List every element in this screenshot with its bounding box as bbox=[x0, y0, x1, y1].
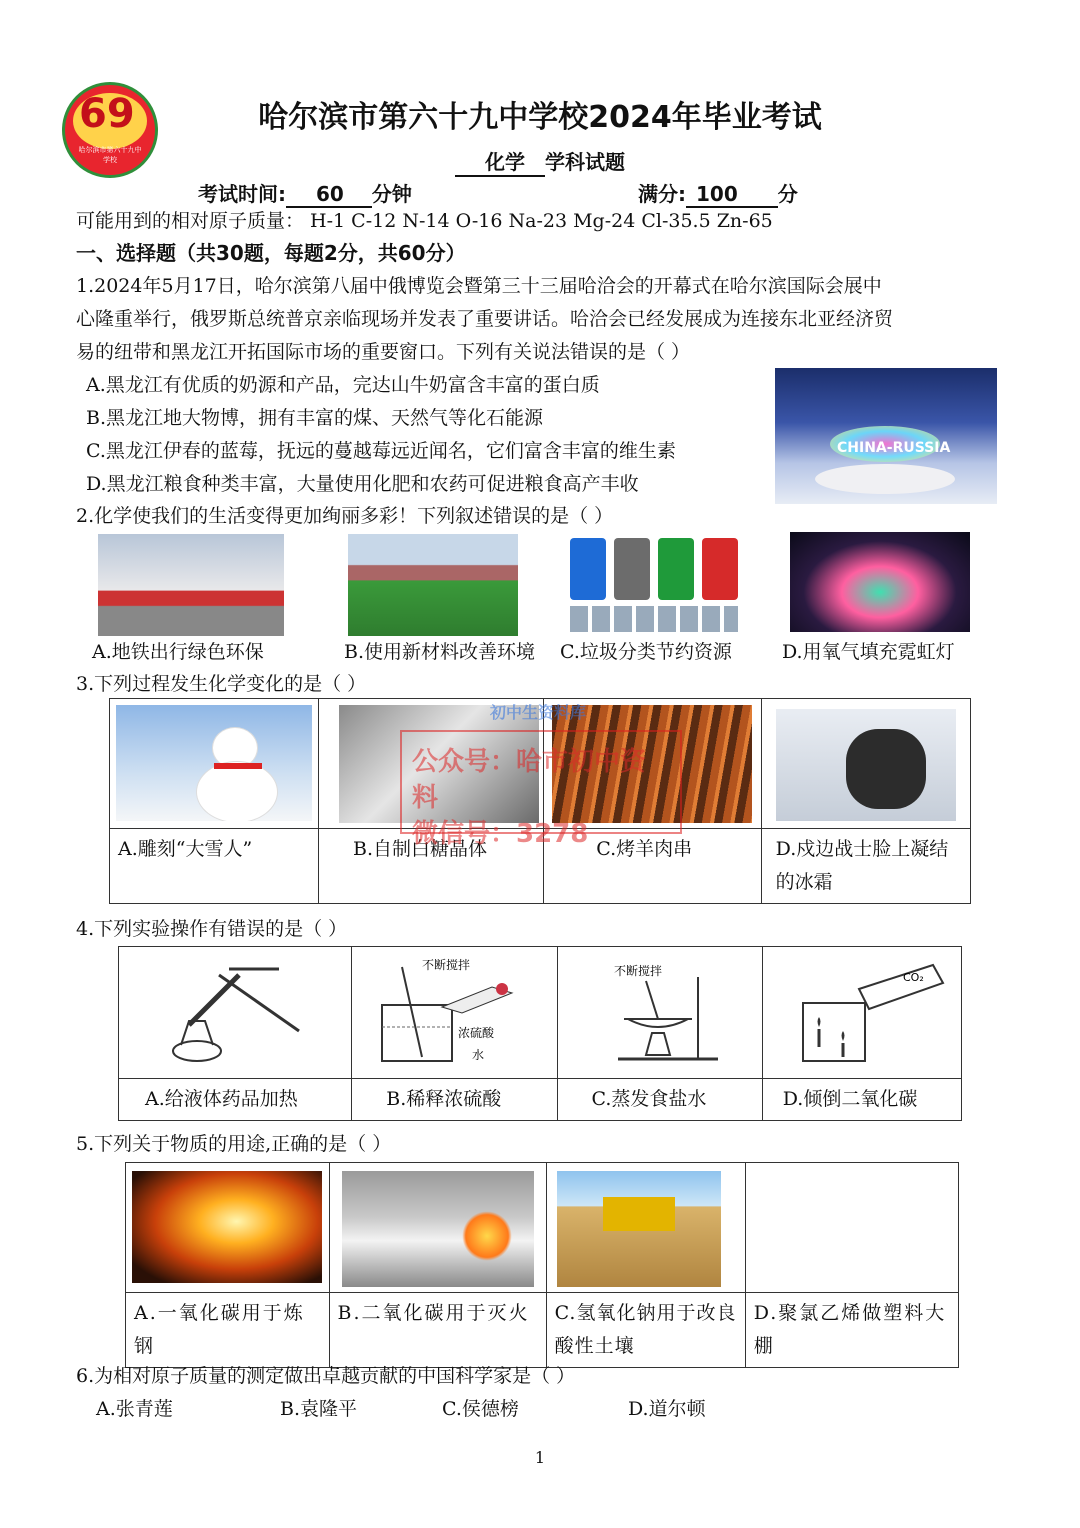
stir-label-c: 不断搅拌 bbox=[613, 964, 662, 978]
watermark-line-1: 公众号：哈市初中资料 bbox=[412, 747, 647, 813]
q1-option-d: D.黑龙江粮食种类丰富，大量使用化肥和农药可促进粮食高产丰收 bbox=[86, 473, 639, 495]
full-score bbox=[638, 178, 798, 208]
q6-option-c: C.侯德榜 bbox=[442, 1398, 519, 1420]
q5-stem: 5.下列关于物质的用途,正确的是（ ） bbox=[76, 1133, 392, 1155]
subway-photo bbox=[98, 534, 284, 636]
stir-label: 不断搅拌 bbox=[422, 958, 471, 972]
watermark-stamp bbox=[400, 730, 682, 849]
q1-option-c: C.黑龙江伊春的蓝莓，抚远的蔓越莓远近闻名，它们富含丰富的维生素 bbox=[86, 440, 676, 462]
time-label: 考试时间: bbox=[198, 182, 286, 206]
q3-stem: 3.下列过程发生化学变化的是（ ） bbox=[76, 673, 367, 695]
pour-co2-diagram bbox=[763, 947, 959, 1073]
q4-option-c: C.蒸发食盐水 bbox=[591, 1088, 707, 1110]
q2-option-b: B.使用新材料改善环境 bbox=[344, 641, 536, 663]
recycle-bins-photo bbox=[566, 534, 742, 636]
neon-light-photo bbox=[790, 532, 970, 632]
evaporation-diagram bbox=[558, 947, 760, 1073]
logo-text: 哈尔滨市第六十九中学校 bbox=[78, 146, 142, 164]
fire-extinguisher-photo bbox=[342, 1171, 534, 1287]
page-number: 1 bbox=[534, 1448, 546, 1467]
frost-soldier-photo bbox=[776, 709, 956, 821]
q4-table bbox=[118, 946, 962, 1121]
q1-stem-3: 易的纽带和黑龙江开拓国际市场的重要窗口。下列有关说法错误的是（ ） bbox=[76, 341, 691, 363]
score-value: 100 bbox=[686, 182, 778, 208]
q1-stem-1: 1.2024年5月17日，哈尔滨第八届中俄博览会暨第三十三届哈洽会的开幕式在哈尔滨国际会展中 bbox=[76, 275, 882, 297]
exam-title: 哈尔滨市第六十九中学校2024年毕业考试 bbox=[258, 100, 822, 135]
q2-option-a: A.地铁出行绿色环保 bbox=[92, 641, 264, 663]
co2-label: CO₂ bbox=[902, 971, 924, 984]
acid-label: 浓硫酸 bbox=[458, 1026, 495, 1040]
q5-option-c: C.氢氧化钠用于改良酸性土壤 bbox=[554, 1302, 737, 1357]
q6-option-a: A.张青莲 bbox=[96, 1398, 173, 1420]
q5-option-b: B.二氧化碳用于灭火 bbox=[337, 1302, 530, 1324]
snowman-photo bbox=[116, 705, 312, 821]
q1-option-a: A.黑龙江有优质的奶源和产品，完达山牛奶富含丰富的蛋白质 bbox=[86, 374, 600, 396]
q6-option-b: B.袁隆平 bbox=[280, 1398, 358, 1420]
q3-option-c: C.烤羊肉串 bbox=[596, 838, 693, 860]
q3-option-a: A.雕刻“大雪人” bbox=[118, 838, 253, 860]
dilute-acid-diagram bbox=[352, 947, 554, 1073]
subject-suffix: 学科试题 bbox=[545, 150, 625, 174]
watermark-line-2: 微信号：3278 bbox=[412, 819, 589, 849]
score-unit: 分 bbox=[777, 182, 798, 206]
exam-time bbox=[198, 178, 412, 208]
expo-photo bbox=[775, 368, 997, 504]
q6-stem: 6.为相对原子质量的测定做出卓越贡献的中国科学家是（ ） bbox=[76, 1365, 576, 1387]
section-heading: 一、选择题（共30题，每题2分，共60分） bbox=[76, 241, 466, 265]
q1-option-b: B.黑龙江地大物博，拥有丰富的煤、天然气等化石能源 bbox=[86, 407, 544, 429]
q3-option-d: D.戍边战士脸上凝结的冰霜 bbox=[775, 838, 949, 893]
q1-stem-2: 心隆重举行，俄罗斯总统普京亲临现场并发表了重要讲话。哈洽会已经发展成为连接东北亚经济贸 bbox=[76, 308, 894, 330]
plastic-greenhouse-photo bbox=[756, 1173, 936, 1283]
q6-option-d: D.道尔顿 bbox=[628, 1398, 706, 1420]
expo-sign-text: CHINA-RUSSIA bbox=[837, 440, 951, 456]
water-label: 水 bbox=[472, 1048, 485, 1062]
q5-option-d: D.聚氯乙烯做塑料大棚 bbox=[753, 1302, 947, 1357]
school-logo: 69 哈尔滨市第六十九中学校 bbox=[62, 82, 158, 178]
time-unit: 分钟 bbox=[371, 182, 412, 206]
q4-option-d: D.倾倒二氧化碳 bbox=[782, 1088, 918, 1110]
time-value: 60 bbox=[286, 182, 372, 208]
q2-option-c: C.垃圾分类节约资源 bbox=[560, 641, 732, 663]
q4-stem: 4.下列实验操作有错误的是（ ） bbox=[76, 918, 348, 940]
q3-option-b: B.自制白糖晶体 bbox=[353, 838, 488, 860]
watermark-site: 初中生资料库 bbox=[490, 703, 587, 722]
subject-name: 化学 bbox=[455, 146, 545, 177]
subject-line bbox=[0, 146, 1080, 177]
q4-option-a: A.给液体药品加热 bbox=[145, 1088, 298, 1110]
atomic-masses: 可能用到的相对原子质量： H-1 C-12 N-14 O-16 Na-23 Mg-24 Cl-35.5 Zn-65 bbox=[76, 210, 773, 232]
heating-liquid-diagram bbox=[119, 947, 349, 1073]
q4-option-b: B.稀释浓硫酸 bbox=[386, 1088, 502, 1110]
soil-improvement-photo bbox=[557, 1171, 721, 1287]
q5-table bbox=[125, 1162, 959, 1368]
q5-option-a: A.一氧化碳用于炼钢 bbox=[134, 1302, 305, 1357]
steelmaking-photo bbox=[132, 1171, 322, 1283]
q2-stem: 2.化学使我们的生活变得更加绚丽多彩！下列叙述错误的是（ ） bbox=[76, 505, 614, 527]
score-label: 满分: bbox=[638, 182, 686, 206]
school-photo bbox=[348, 534, 518, 636]
q2-option-d: D.用氧气填充霓虹灯 bbox=[782, 641, 955, 663]
